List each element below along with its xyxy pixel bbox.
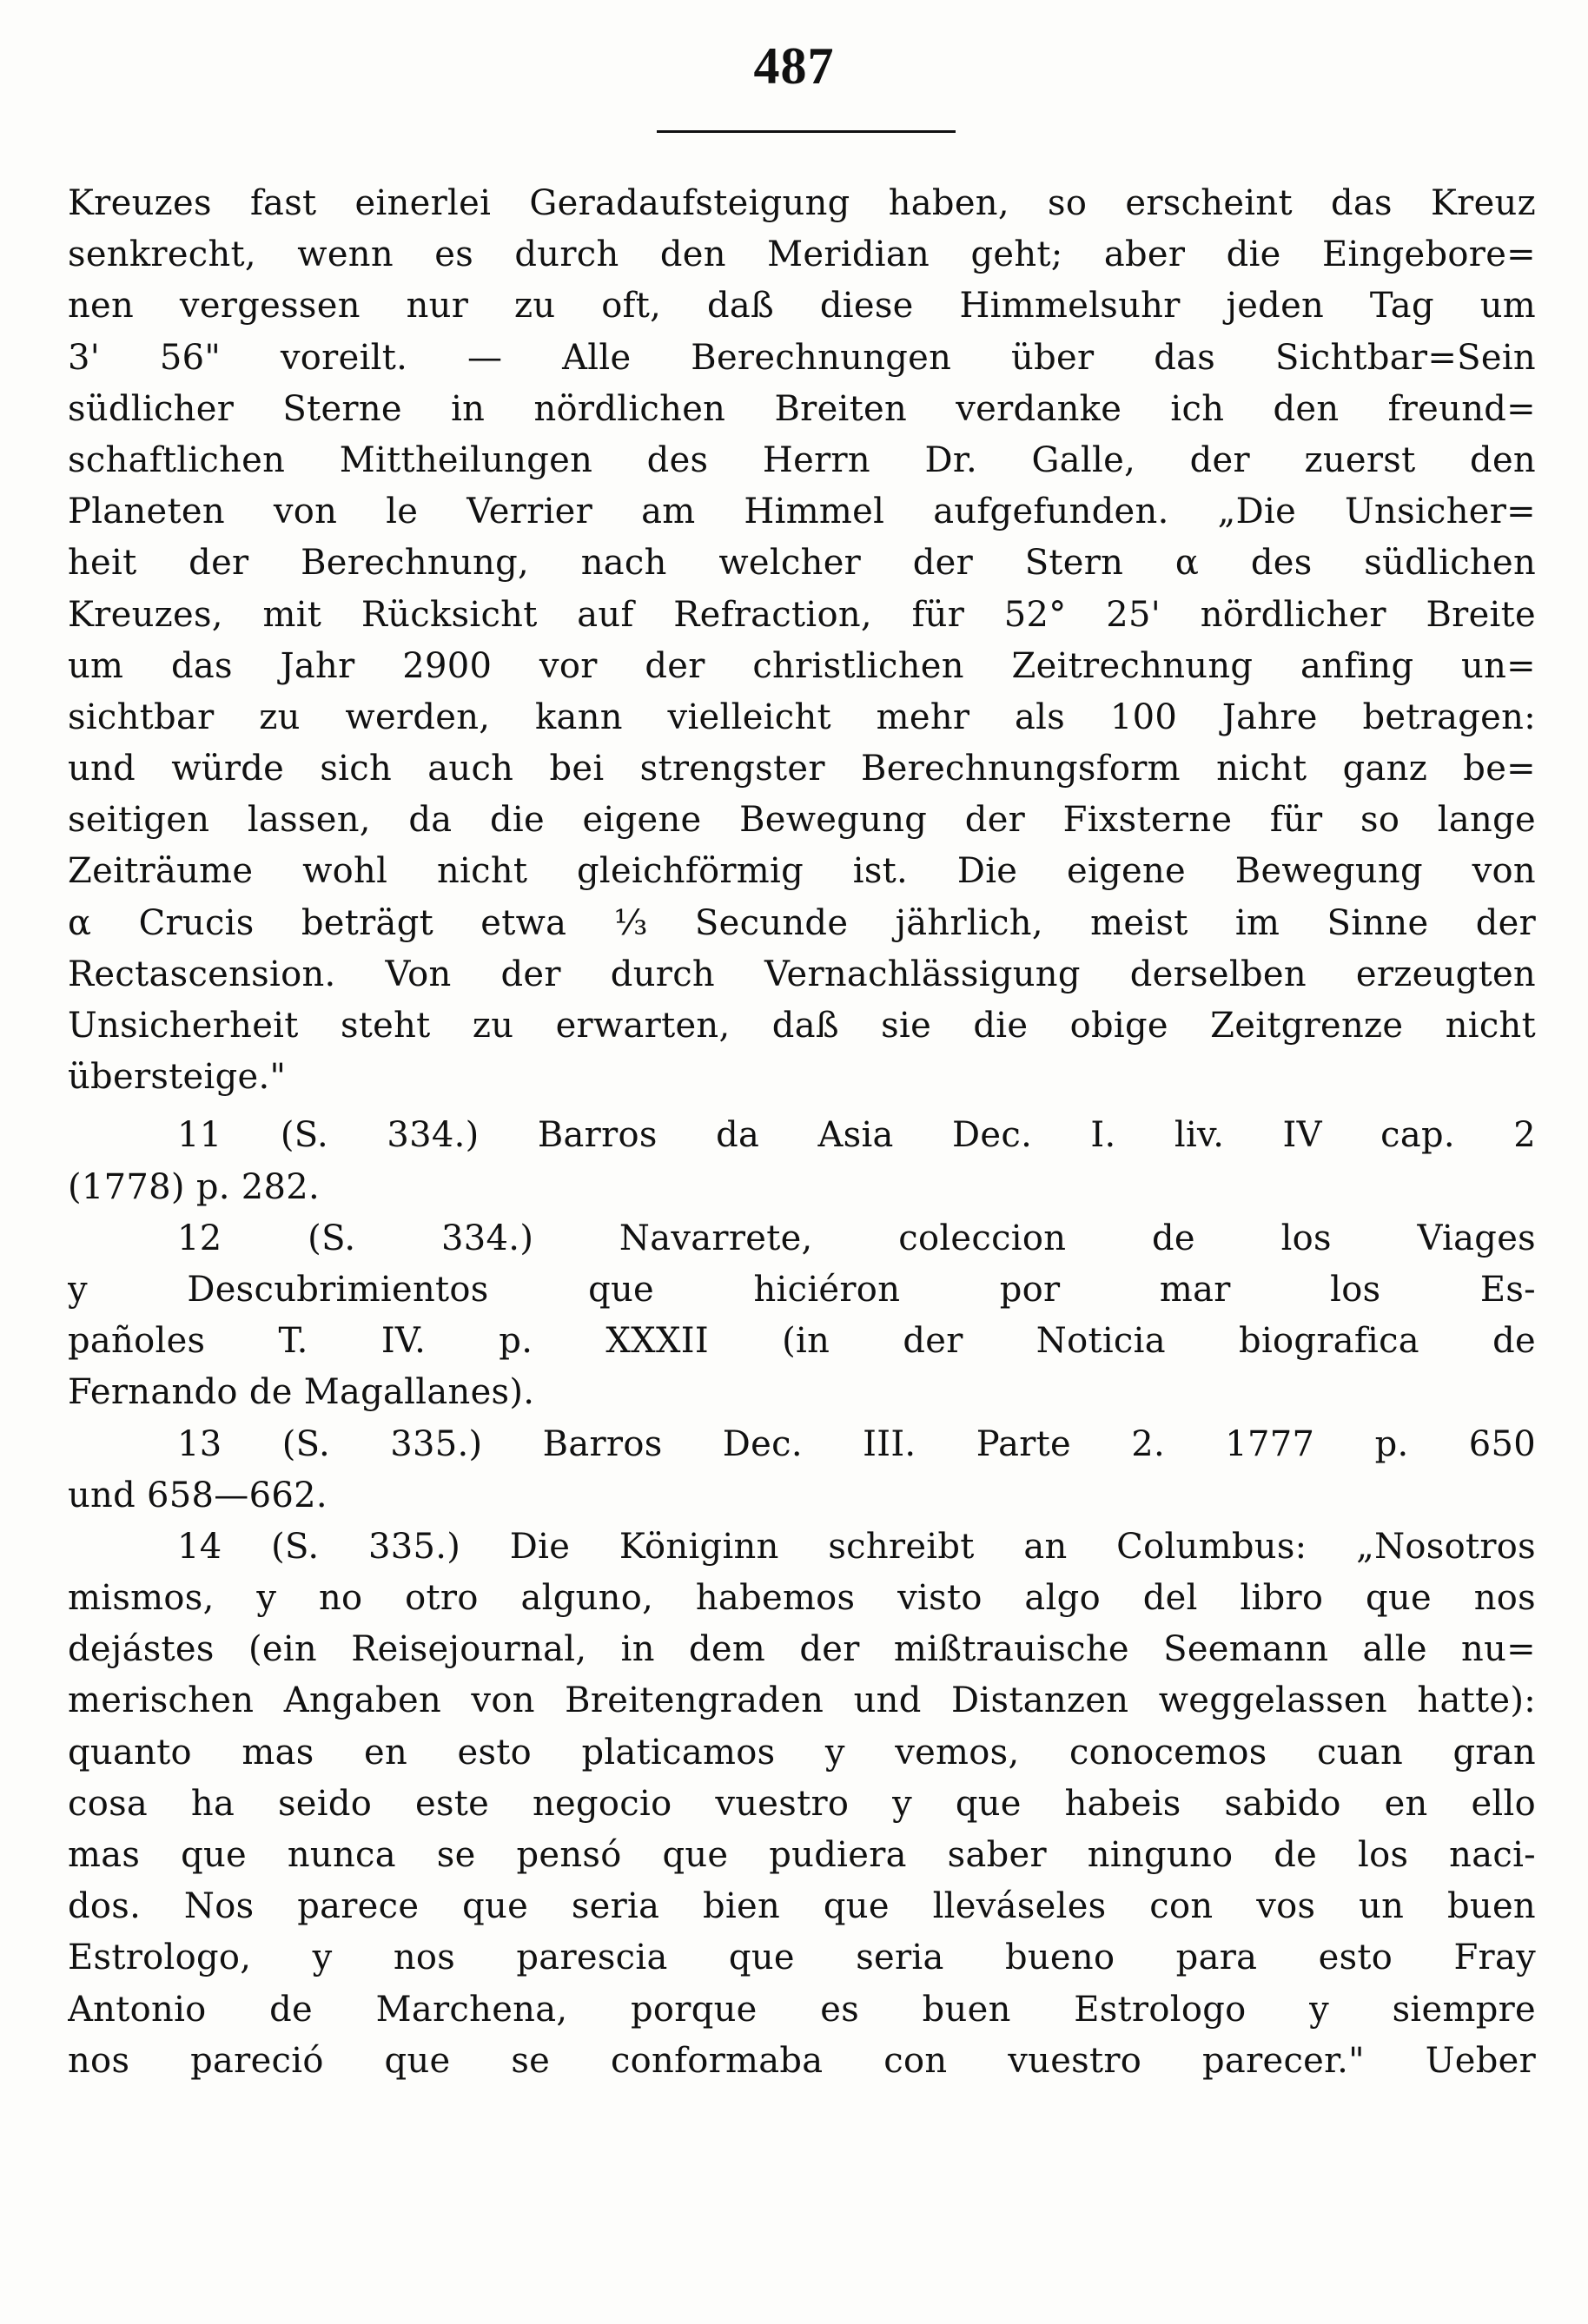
- text-line: heit der Berechnung, nach welcher der Stern α des südlichen: [68, 543, 1536, 584]
- text-line: 3' 56" voreilt. — Alle Berechnungen über das Sichtbar=Sein: [68, 337, 1536, 378]
- footnote-line: 12 (S. 334.) Navarrete, coleccion de los Viages: [177, 1218, 1536, 1258]
- text-line: seitigen lassen, da die eigene Bewegung der Fixsterne für so lange: [68, 800, 1536, 841]
- footnote-line: Fernando de Magallanes).: [68, 1372, 535, 1413]
- text-line: sichtbar zu werden, kann vielleicht mehr als 100 Jahre betragen:: [68, 697, 1536, 737]
- footnote-line: y Descubrimientos que hiciéron por mar los Es-: [68, 1269, 1536, 1310]
- text-line: Zeiträume wohl nicht gleichförmig ist. Die eigene Bewegung von: [68, 851, 1536, 892]
- text-line: Planeten von le Verrier am Himmel aufgefunden. „Die Unsicher=: [68, 492, 1536, 532]
- text-line: α Crucis beträgt etwa ⅓ Secunde jährlich, meist im Sinne der: [68, 902, 1536, 943]
- text-line: senkrecht, wenn es durch den Meridian geht; aber die Eingebore=: [68, 234, 1536, 275]
- text-line: Kreuzes fast einerlei Geradaufsteigung haben, so erscheint das Kreuz: [68, 183, 1536, 223]
- text-line: um das Jahr 2900 vor der christlichen Zeitrechnung anfing un=: [68, 645, 1536, 686]
- body-text: [68, 178, 1536, 2087]
- text-line: und würde sich auch bei strengster Berechnungsform nicht ganz be=: [68, 749, 1536, 789]
- text-line: südlicher Sterne in nördlichen Breiten verdanke ich den freund=: [68, 388, 1536, 429]
- footnote-line: dos. Nos parece que seria bien que lleváseles con vos un buen: [68, 1886, 1536, 1927]
- text-line: schaftlichen Mittheilungen des Herrn Dr. Galle, der zuerst den: [68, 439, 1536, 480]
- footnote-line: mismos, y no otro alguno, habemos visto algo del libro que nos: [68, 1578, 1536, 1619]
- text-line: Kreuzes, mit Rücksicht auf Refraction, für 52° 25' nördlicher Breite: [68, 594, 1536, 635]
- text-line: Rectascension. Von der durch Vernachlässigung derselben erzeugten: [68, 954, 1536, 994]
- header-rule: [657, 130, 956, 133]
- text-line: übersteige.": [68, 1057, 287, 1098]
- footnote-line: cosa ha seido este negocio vuestro y que habeis sabido en ello: [68, 1783, 1536, 1824]
- footnote-line: 11 (S. 334.) Barros da Asia Dec. I. liv. IV cap. 2: [177, 1115, 1536, 1156]
- text-line: Unsicherheit steht zu erwarten, daß sie die obige Zeitgrenze nicht: [68, 1006, 1536, 1046]
- footnote-line: nos pareció que se conformaba con vuestro parecer." Ueber: [68, 2040, 1536, 2081]
- footnote-line: 14 (S. 335.) Die Königinn schreibt an Columbus: „Nosotros: [177, 1526, 1536, 1567]
- text-line: nen vergessen nur zu oft, daß diese Himmelsuhr jeden Tag um: [68, 286, 1536, 327]
- footnote-line: quanto mas en esto platicamos y vemos, conocemos cuan gran: [68, 1732, 1536, 1773]
- footnote-line: Antonio de Marchena, porque es buen Estrologo y siempre: [68, 1989, 1536, 2030]
- footnote-line: (1778) p. 282.: [68, 1166, 321, 1207]
- page-number: 487: [753, 37, 835, 95]
- footnote-line: mas que nunca se pensó que pudiera saber ninguno de los naci-: [68, 1835, 1536, 1875]
- footnote-line: merischen Angaben von Breitengraden und Distanzen weggelassen hatte):: [68, 1680, 1536, 1721]
- footnote-line: dejástes (ein Reisejournal, in dem der mißtrauische Seemann alle nu=: [68, 1629, 1536, 1670]
- footnote-line: 13 (S. 335.) Barros Dec. III. Parte 2. 1777 p. 650: [177, 1423, 1536, 1464]
- footnote-line: pañoles T. IV. p. XXXII (in der Noticia biografica de: [68, 1321, 1536, 1362]
- footnote-line: Estrologo, y nos parescia que seria bueno para esto Fray: [68, 1938, 1536, 1978]
- footnote-line: und 658—662.: [68, 1475, 328, 1515]
